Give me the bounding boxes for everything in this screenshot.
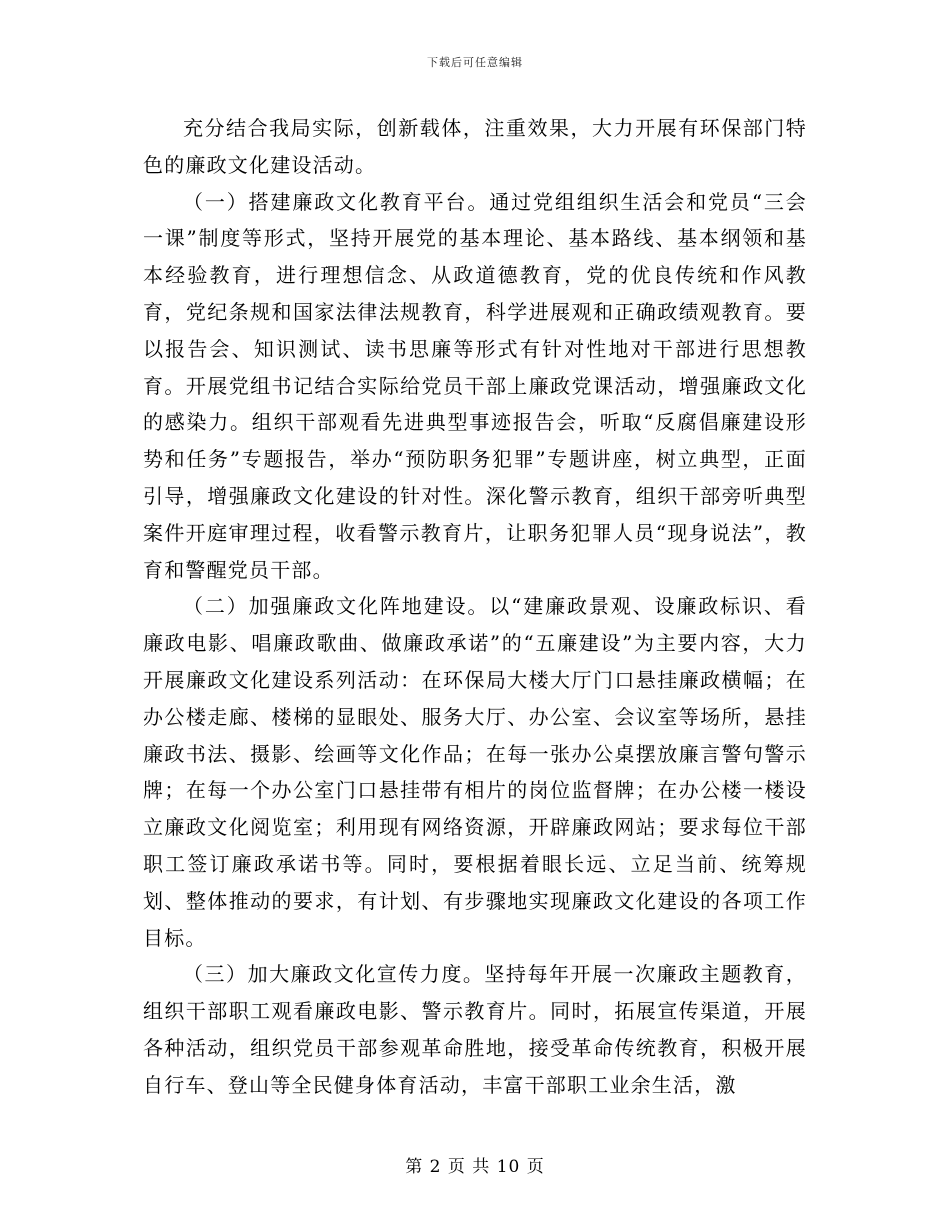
- paragraph-section-2: （二）加强廉政文化阵地建设。以“建廉政景观、设廉政标识、看廉政电影、唱廉政歌曲、做廉政承诺”的“五廉建设”为主要内容，大力开展廉政文化建设系列活动：在环保局大楼大厅门口悬挂廉政横幅；在办公楼走廊、楼梯的显眼处、服务大厅、办公室、会议室等场所，悬挂廉政书法、摄影、绘画等文化作品；在每一张办公桌摆放廉言警句警示牌；在每一个办公室门口悬挂带有相片的岗位监督牌；在办公楼一楼设立廉政文化阅览室；利用现有网络资源，开辟廉政网站；要求每位干部职工签订廉政承诺书等。同时，要根据着眼长远、立足当前、统筹规划、整体推动的要求，有计划、有步骤地实现廉政文化建设的各项工作目标。: [143, 594, 807, 950]
- document-body: [143, 110, 807, 1104]
- paragraph-section-1: （一）搭建廉政文化教育平台。通过党组组织生活会和党员“三会一课”制度等形式，坚持开展党的基本理论、基本路线、基本纲领和基本经验教育，进行理想信念、从政道德教育，党的优良传统和作风教育，党纪条规和国家法律法规教育，科学进展观和正确政绩观教育。要以报告会、知识测试、读书思廉等形式有针对性地对干部进行思想教育。开展党组书记结合实际给党员干部上廉政党课活动，增强廉政文化的感染力。组织干部观看先进典型事迹报告会，听取“反腐倡廉建设形势和任务”专题报告，举办“预防职务犯罪”专题讲座，树立典型，正面引导，增强廉政文化建设的针对性。深化警示教育，组织干部旁听典型案件开庭审理过程，收看警示教育片，让职务犯罪人员“现身说法”，教育和警醒党员干部。: [143, 189, 807, 582]
- page-header-note: 下载后可任意编辑: [427, 56, 523, 69]
- paragraph-section-3: （三）加大廉政文化宣传力度。坚持每年开展一次廉政主题教育，组织干部职工观看廉政电影、警示教育片。同时，拓展宣传渠道，开展各种活动，组织党员干部参观革命胜地，接受革命传统教育，积极开展自行车、登山等全民健身体育活动，丰富干部职工业余生活，激: [143, 962, 807, 1097]
- paragraph-intro: 充分结合我局实际，创新载体，注重效果，大力开展有环保部门特色的廉政文化建设活动。: [143, 116, 807, 177]
- page-number-footer: 第 2 页 共 10 页: [405, 1157, 545, 1177]
